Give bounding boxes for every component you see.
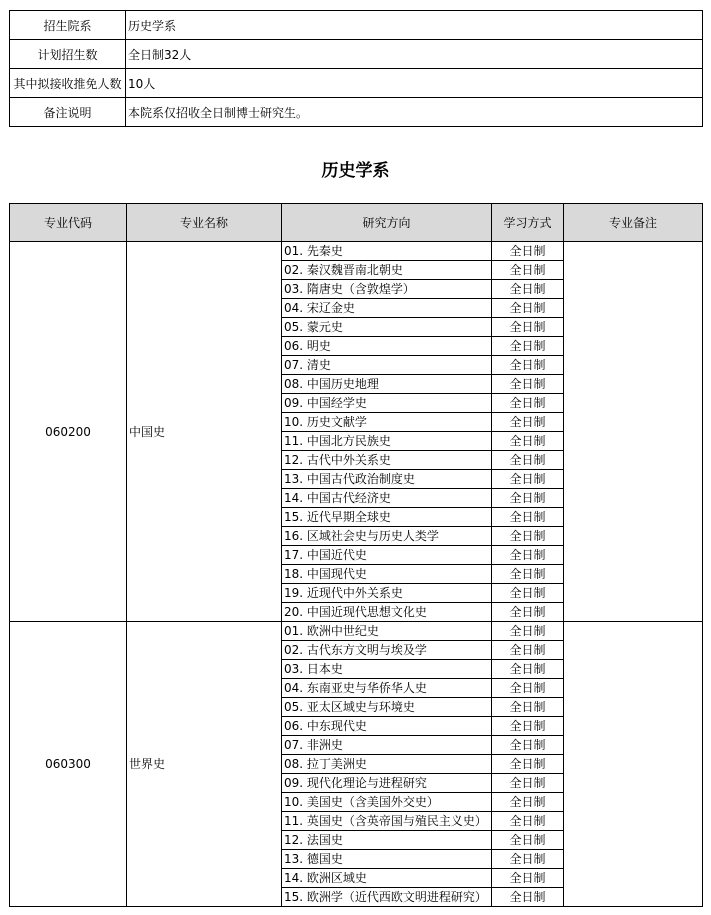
- header-code: 专业代码: [10, 204, 127, 242]
- study-mode: 全日制: [492, 318, 564, 337]
- study-mode: 全日制: [492, 603, 564, 622]
- study-mode: 全日制: [492, 470, 564, 489]
- research-direction: 14. 中国古代经济史: [282, 489, 492, 508]
- research-direction: 04. 东南亚史与华侨华人史: [282, 679, 492, 698]
- research-direction: 12. 法国史: [282, 831, 492, 850]
- header-remark: 专业备注: [564, 204, 703, 242]
- info-label: 招生院系: [10, 11, 126, 40]
- major-code: 060300: [10, 622, 127, 907]
- study-mode: 全日制: [492, 375, 564, 394]
- header-direction: 研究方向: [282, 204, 492, 242]
- research-direction: 10. 美国史（含美国外交史）: [282, 793, 492, 812]
- study-mode: 全日制: [492, 755, 564, 774]
- study-mode: 全日制: [492, 736, 564, 755]
- research-direction: 06. 明史: [282, 337, 492, 356]
- research-direction: 03. 日本史: [282, 660, 492, 679]
- research-direction: 09. 中国经学史: [282, 394, 492, 413]
- header-name: 专业名称: [127, 204, 282, 242]
- info-value: 全日制32人: [126, 40, 703, 69]
- study-mode: 全日制: [492, 394, 564, 413]
- research-direction: 04. 宋辽金史: [282, 299, 492, 318]
- info-value: 10人: [126, 69, 703, 98]
- research-direction: 05. 亚太区域史与环境史: [282, 698, 492, 717]
- study-mode: 全日制: [492, 489, 564, 508]
- research-direction: 10. 历史文献学: [282, 413, 492, 432]
- research-direction: 01. 先秦史: [282, 242, 492, 261]
- info-value: 历史学系: [126, 11, 703, 40]
- study-mode: 全日制: [492, 888, 564, 907]
- study-mode: 全日制: [492, 831, 564, 850]
- research-direction: 13. 中国古代政治制度史: [282, 470, 492, 489]
- research-direction: 11. 中国北方民族史: [282, 432, 492, 451]
- study-mode: 全日制: [492, 622, 564, 641]
- majors-table: [9, 203, 703, 907]
- research-direction: 01. 欧洲中世纪史: [282, 622, 492, 641]
- research-direction: 18. 中国现代史: [282, 565, 492, 584]
- study-mode: 全日制: [492, 299, 564, 318]
- table-row: [10, 622, 703, 641]
- major-name: 世界史: [127, 622, 282, 907]
- research-direction: 02. 古代东方文明与埃及学: [282, 641, 492, 660]
- info-row: [10, 40, 703, 69]
- study-mode: 全日制: [492, 774, 564, 793]
- info-row: [10, 98, 703, 127]
- department-info-table: [9, 10, 703, 127]
- research-direction: 11. 英国史（含英帝国与殖民主义史）: [282, 812, 492, 831]
- research-direction: 13. 德国史: [282, 850, 492, 869]
- info-label: 备注说明: [10, 98, 126, 127]
- study-mode: 全日制: [492, 280, 564, 299]
- study-mode: 全日制: [492, 584, 564, 603]
- info-row: [10, 11, 703, 40]
- study-mode: 全日制: [492, 565, 564, 584]
- header-mode: 学习方式: [492, 204, 564, 242]
- study-mode: 全日制: [492, 660, 564, 679]
- major-remark: [564, 242, 703, 622]
- research-direction: 06. 中东现代史: [282, 717, 492, 736]
- research-direction: 05. 蒙元史: [282, 318, 492, 337]
- research-direction: 15. 近代早期全球史: [282, 508, 492, 527]
- study-mode: 全日制: [492, 413, 564, 432]
- study-mode: 全日制: [492, 850, 564, 869]
- research-direction: 02. 秦汉魏晋南北朝史: [282, 261, 492, 280]
- study-mode: 全日制: [492, 698, 564, 717]
- research-direction: 09. 现代化理论与进程研究: [282, 774, 492, 793]
- page-title: 历史学系: [321, 161, 390, 181]
- study-mode: 全日制: [492, 812, 564, 831]
- info-value: 本院系仅招收全日制博士研究生。: [126, 98, 703, 127]
- study-mode: 全日制: [492, 546, 564, 565]
- study-mode: 全日制: [492, 869, 564, 888]
- major-code: 060200: [10, 242, 127, 622]
- info-label: 计划招生数: [10, 40, 126, 69]
- research-direction: 07. 清史: [282, 356, 492, 375]
- research-direction: 15. 欧洲学（近代西欧文明进程研究）: [282, 888, 492, 907]
- research-direction: 07. 非洲史: [282, 736, 492, 755]
- info-row: [10, 69, 703, 98]
- study-mode: 全日制: [492, 793, 564, 812]
- header-row: [10, 204, 703, 242]
- research-direction: 14. 欧洲区域史: [282, 869, 492, 888]
- major-name: 中国史: [127, 242, 282, 622]
- study-mode: 全日制: [492, 432, 564, 451]
- study-mode: 全日制: [492, 451, 564, 470]
- study-mode: 全日制: [492, 337, 564, 356]
- major-remark: [564, 622, 703, 907]
- study-mode: 全日制: [492, 527, 564, 546]
- research-direction: 17. 中国近代史: [282, 546, 492, 565]
- research-direction: 08. 拉丁美洲史: [282, 755, 492, 774]
- study-mode: 全日制: [492, 356, 564, 375]
- study-mode: 全日制: [492, 717, 564, 736]
- study-mode: 全日制: [492, 508, 564, 527]
- research-direction: 12. 古代中外关系史: [282, 451, 492, 470]
- info-label: 其中拟接收推免人数: [10, 69, 126, 98]
- research-direction: 03. 隋唐史（含敦煌学）: [282, 280, 492, 299]
- research-direction: 20. 中国近现代思想文化史: [282, 603, 492, 622]
- research-direction: 16. 区域社会史与历史人类学: [282, 527, 492, 546]
- study-mode: 全日制: [492, 679, 564, 698]
- study-mode: 全日制: [492, 261, 564, 280]
- table-row: [10, 242, 703, 261]
- study-mode: 全日制: [492, 242, 564, 261]
- research-direction: 08. 中国历史地理: [282, 375, 492, 394]
- research-direction: 19. 近现代中外关系史: [282, 584, 492, 603]
- study-mode: 全日制: [492, 641, 564, 660]
